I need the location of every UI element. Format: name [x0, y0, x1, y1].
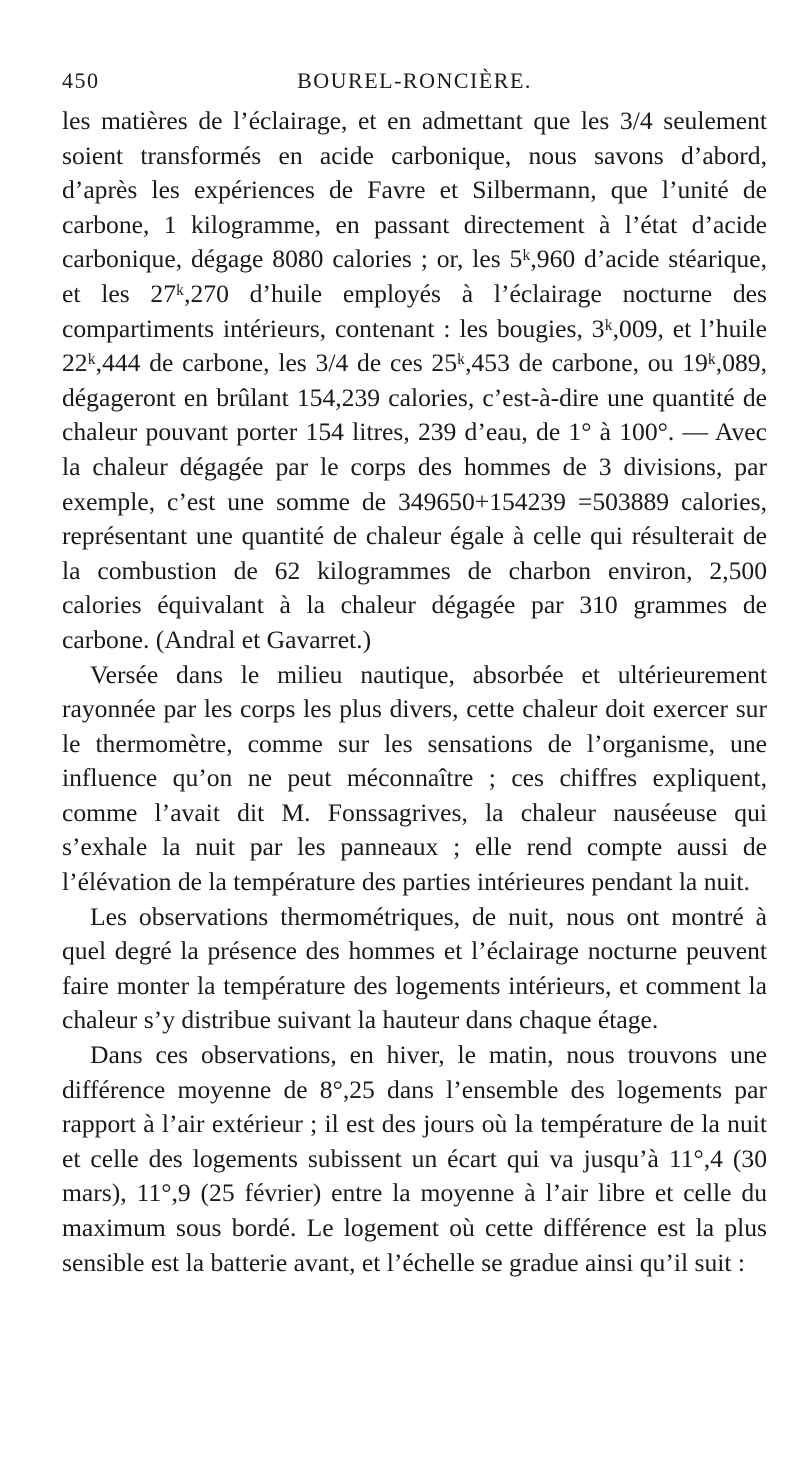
paragraph-observations: Les observations thermométriques, de nuit, nous ont montré à quel degré la présence des hommes et l’éclairage nocturne peuvent faire monter la température des logements intérieurs, et comment la chaleur s’y distribue suivant la hauteur dans chaque étage. [62, 901, 767, 1035]
paragraph-hiver: Dans ces observations, en hiver, le matin, nous trouvons une différence moyenne de 8°,25 dans l’ensemble des logements par rapport à l’air extérieur ; il est des jours où la température de la nuit et celle des logements subissent un écart qui va jusqu’à 11°,4 (30 mars), 11°,9 (25 février) entre la moyenne à l’air libre et celle du maximum sous bordé. Le logement où cette différence est la plus sensible est la batterie avant, et l’échelle se gradue ainsi qu’il suit : [62, 1040, 767, 1277]
running-title: BOUREL-RONCIÈRE. [297, 68, 532, 93]
paragraph-continuation: les matières de l’éclairage, et en admettant que les 3/4 seulement soient transformés en acide carbonique, nous savons d’abord, d’après les expériences de Favre et Silbermann, que l’unité de carbone, 1 kilogramme, en passant directement à l’état d’acide carbonique, dégage 8080 calories ; or, les 5ᵏ,960 d’acide stéarique, et les 27ᵏ,270 d’huile employés à l’éclairage nocturne des compartiments intérieurs, contenant : les bougies, 3ᵏ,009, et l’huile 22ᵏ,444 de carbone, les 3/4 de ces 25ᵏ,453 de carbone, ou 19ᵏ,089, dégageront en brûlant 154,239 calories, c’est-à-dire une quantité de chaleur pouvant porter 154 litres, 239 d’eau, de 1° à 100°. — Avec la chaleur dégagée par le corps des hommes de 3 divisions, par exemple, c’est une somme de 349650+154239 =503889 calories, représentant une quantité de chaleur égale à celle qui résulterait de la combustion de 62 kilogrammes de charbon environ, 2,500 calories équivalant à la chaleur dégagée par 310 grammes de carbone. (Andral et Gavarret.) [62, 106, 767, 654]
page-number: 450 [62, 68, 100, 93]
book-page [62, 68, 767, 1280]
paragraph-chaleur-nautique: Versée dans le milieu nautique, absorbée et ultérieurement rayonnée par les corps les plus divers, cette chaleur doit exercer sur le thermomètre, comme sur les sensations de l’organisme, une influence qu’on ne peut méconnaître ; ces chiffres expliquent, comme l’avait dit M. Fonssagrives, la chaleur nauséeuse qui s’exhale la nuit par les panneaux ; elle rend compte aussi de l’élévation de la température des parties intérieures pendant la nuit. [62, 659, 767, 897]
running-header [62, 68, 767, 94]
body-text [62, 104, 767, 1280]
